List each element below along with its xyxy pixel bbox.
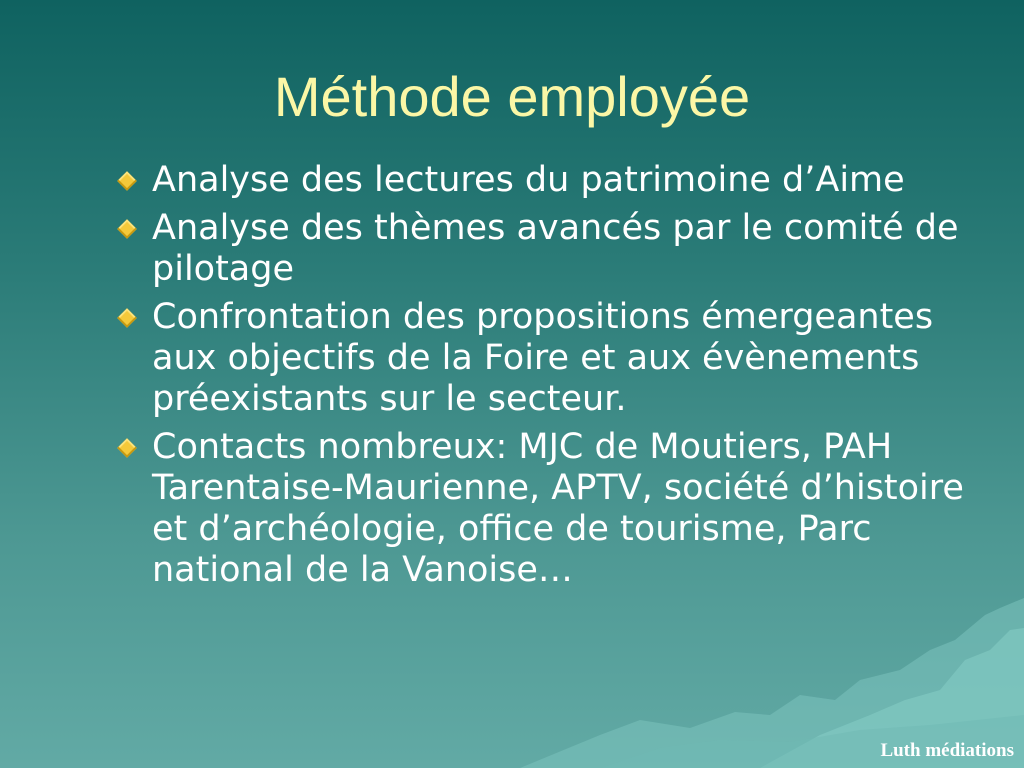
footer-label: Luth médiations: [880, 740, 1014, 761]
bullet-text: Analyse des lectures du patrimoine d’Aime: [152, 160, 905, 200]
diamond-bullet-icon: [117, 171, 137, 191]
bullet-item: [112, 297, 1002, 420]
bullet-item: [112, 160, 1002, 201]
diamond-bullet-icon: [117, 219, 137, 239]
bullet-item: [112, 427, 1002, 591]
bullet-text: Contacts nombreux: MJC de Moutiers, PAH Tarentaise-Maurienne, APTV, société d’histoire et d’archéologie, office de tourisme, Parc national de la Vanoise…: [152, 427, 964, 590]
bullet-item: [112, 208, 1002, 290]
slide-title: Méthode employée: [273, 65, 751, 128]
diamond-bullet-icon: [117, 308, 137, 328]
bullet-text: Analyse des thèmes avancés par le comité de pilotage: [152, 208, 959, 289]
diamond-bullet-icon: [117, 438, 137, 458]
bullet-text: Confrontation des propositions émergeantes aux objectifs de la Foire et aux évènements préexistants sur le secteur.: [152, 297, 934, 419]
bullet-list: [112, 160, 1002, 598]
